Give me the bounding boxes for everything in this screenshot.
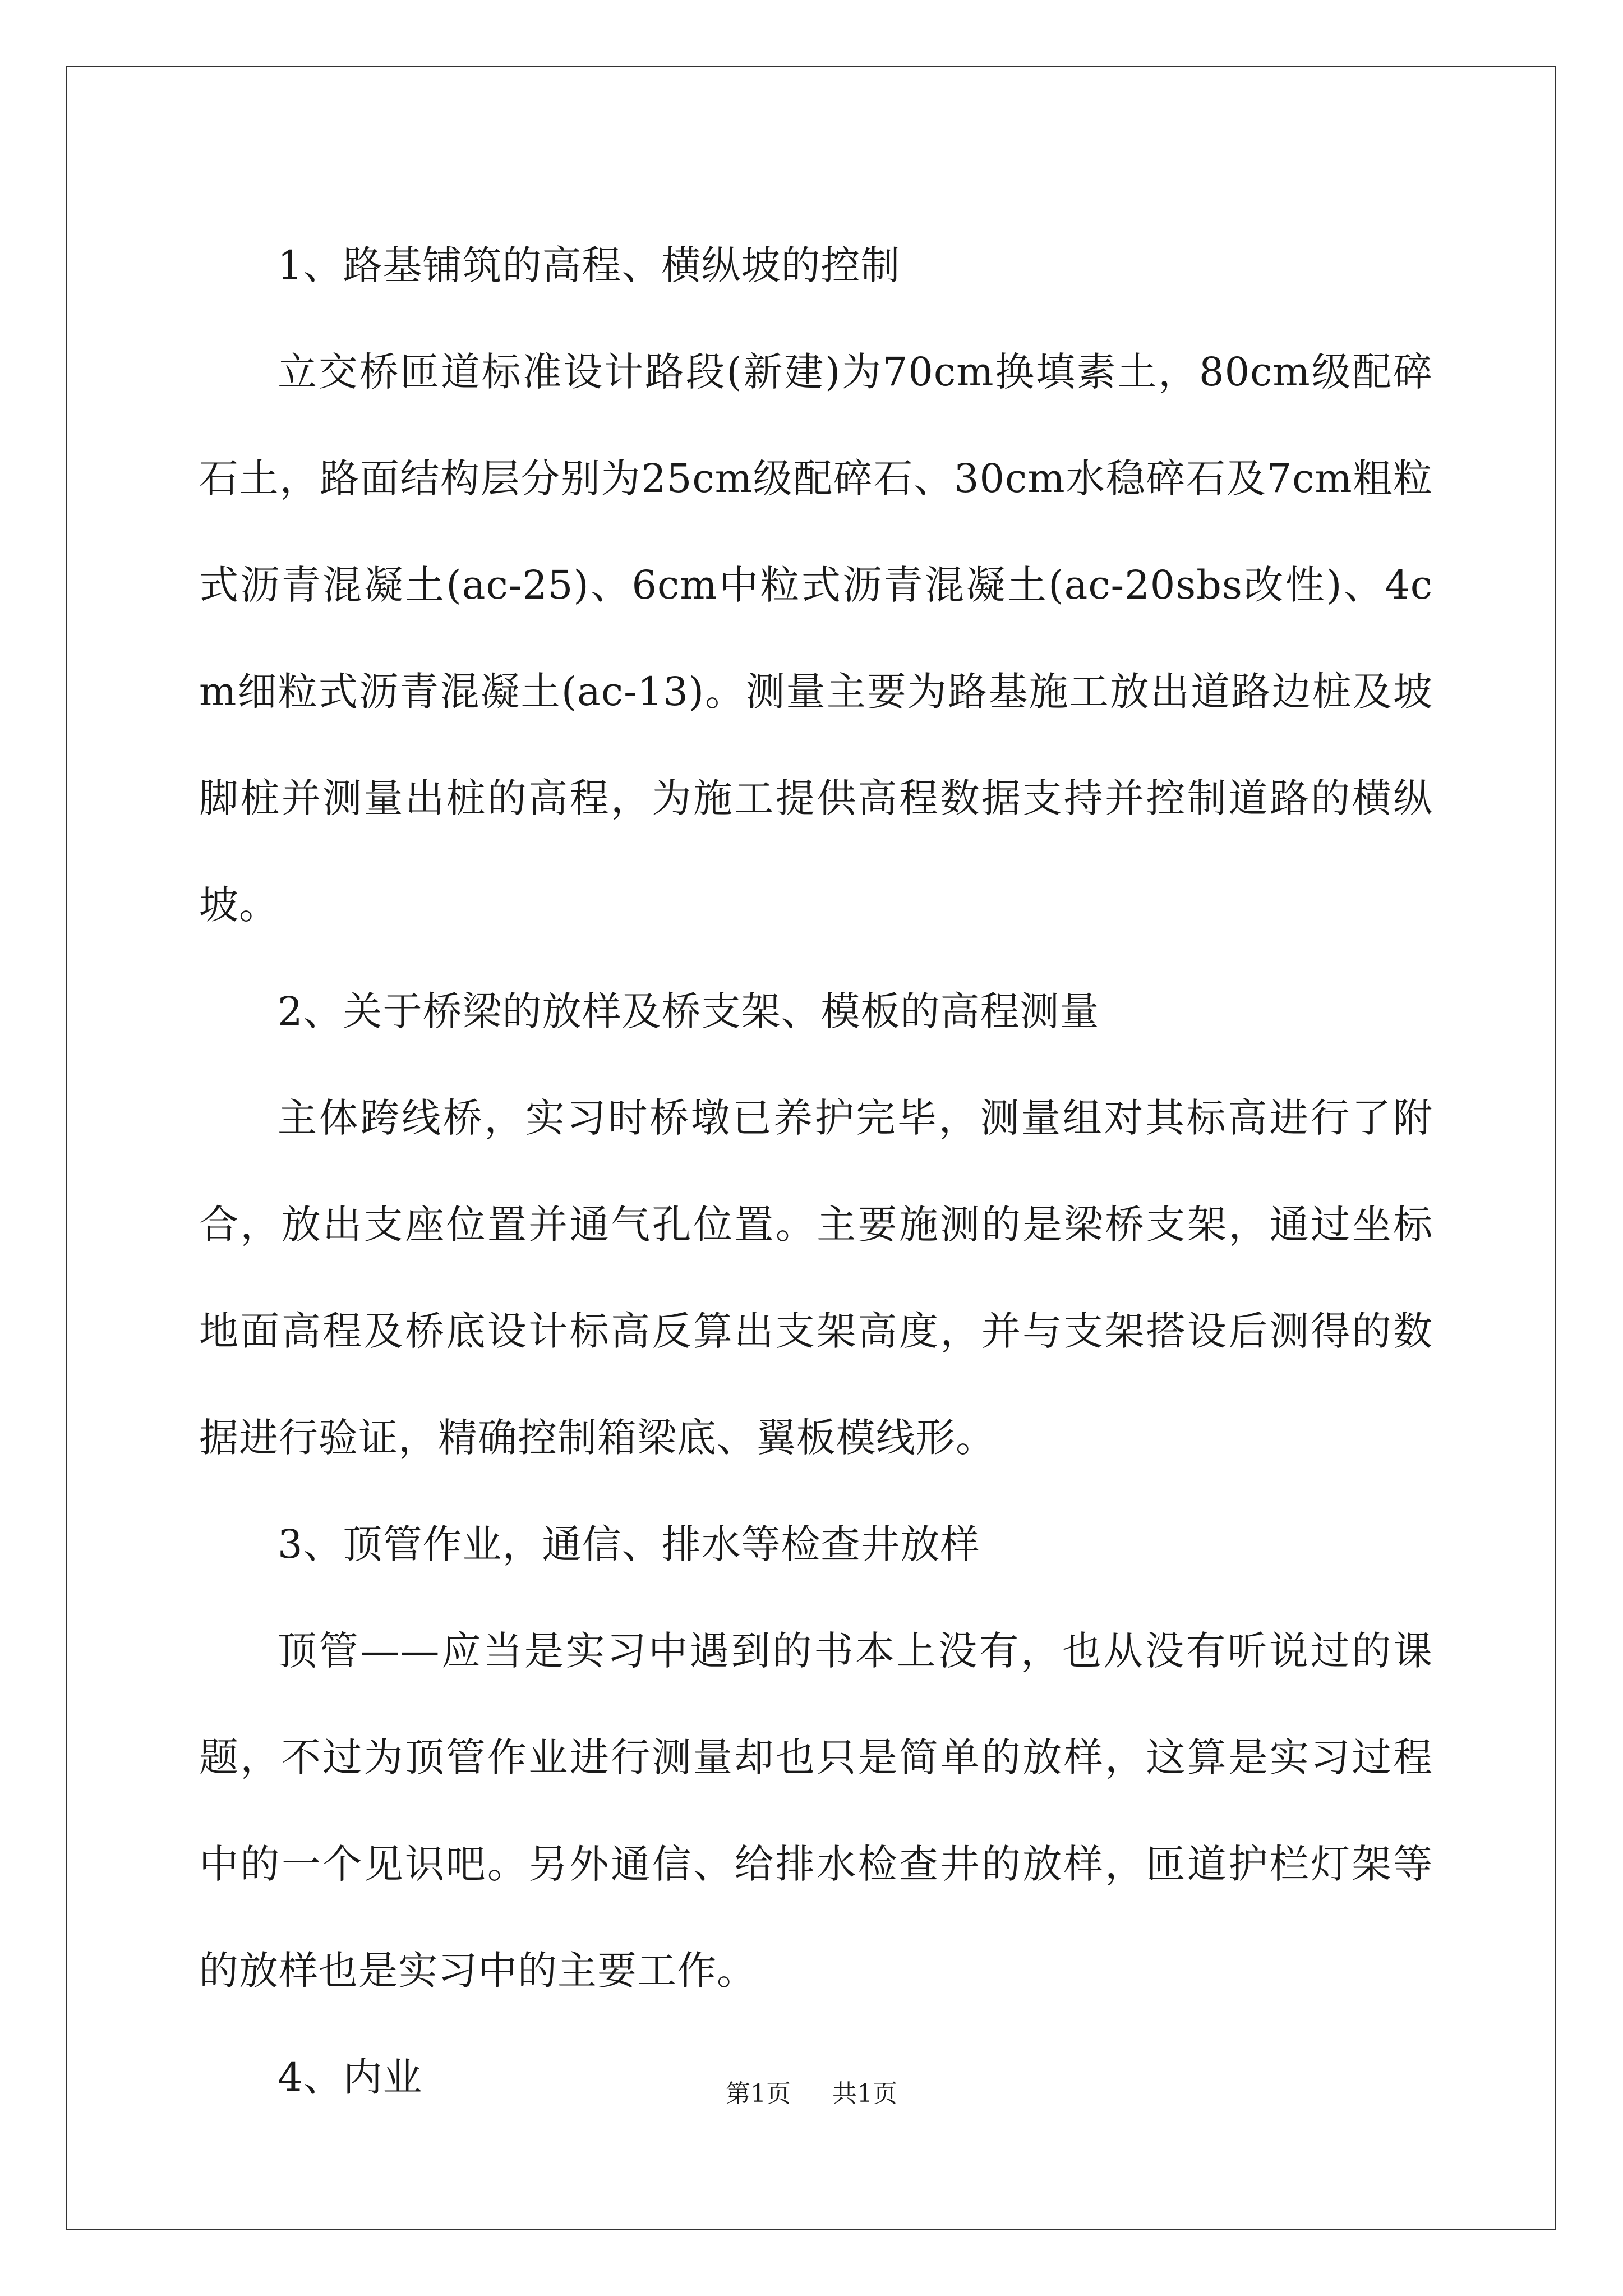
heading-2: 2、关于桥梁的放样及桥支架、模板的高程测量 xyxy=(278,988,1100,1034)
paragraph-3: 顶管——应当是实习中遇到的书本上没有，也从没有听说过的课题，不过为顶管作业进行测量却也只是简单的放样，这算是实习过程中的一个见识吧。另外通信、给排水检查井的放样，匝道护栏灯架等的放样也是实习中的主要工作。 xyxy=(199,1628,1433,1994)
heading-1: 1、路基铺筑的高程、横纵坡的控制 xyxy=(278,242,901,288)
page-total: 共1页 xyxy=(832,2079,897,2108)
heading-4: 4、内业 xyxy=(278,2054,423,2100)
page-number: 第1页 xyxy=(726,2079,791,2108)
heading-3: 3、顶管作业，通信、排水等检查井放样 xyxy=(278,1521,980,1567)
paragraph-1: 立交桥匝道标准设计路段(新建)为70cm换填素土，80cm级配碎石土，路面结构层分别为25cm级配碎石、30cm水稳碎石及7cm粗粒式沥青混凝土(ac-25)、6cm中粒式沥青混凝土(ac-20sbs改性)、4cm细粒式沥青混凝土(ac-13)。测量主要为路基施工放出道路边桩及坡脚桩并测量出桩的高程，为施工提供高程数据支持并控制道路的横纵坡。 xyxy=(199,349,1433,928)
document-body xyxy=(199,212,1433,2131)
page-footer xyxy=(0,2077,1623,2111)
paragraph-2: 主体跨线桥，实习时桥墩已养护完毕，测量组对其标高进行了附合，放出支座位置并通气孔位置。主要施测的是梁桥支架，通过坐标地面高程及桥底设计标高反算出支架高度，并与支架搭设后测得的数据进行验证，精确控制箱梁底、翼板模线形。 xyxy=(199,1095,1433,1461)
